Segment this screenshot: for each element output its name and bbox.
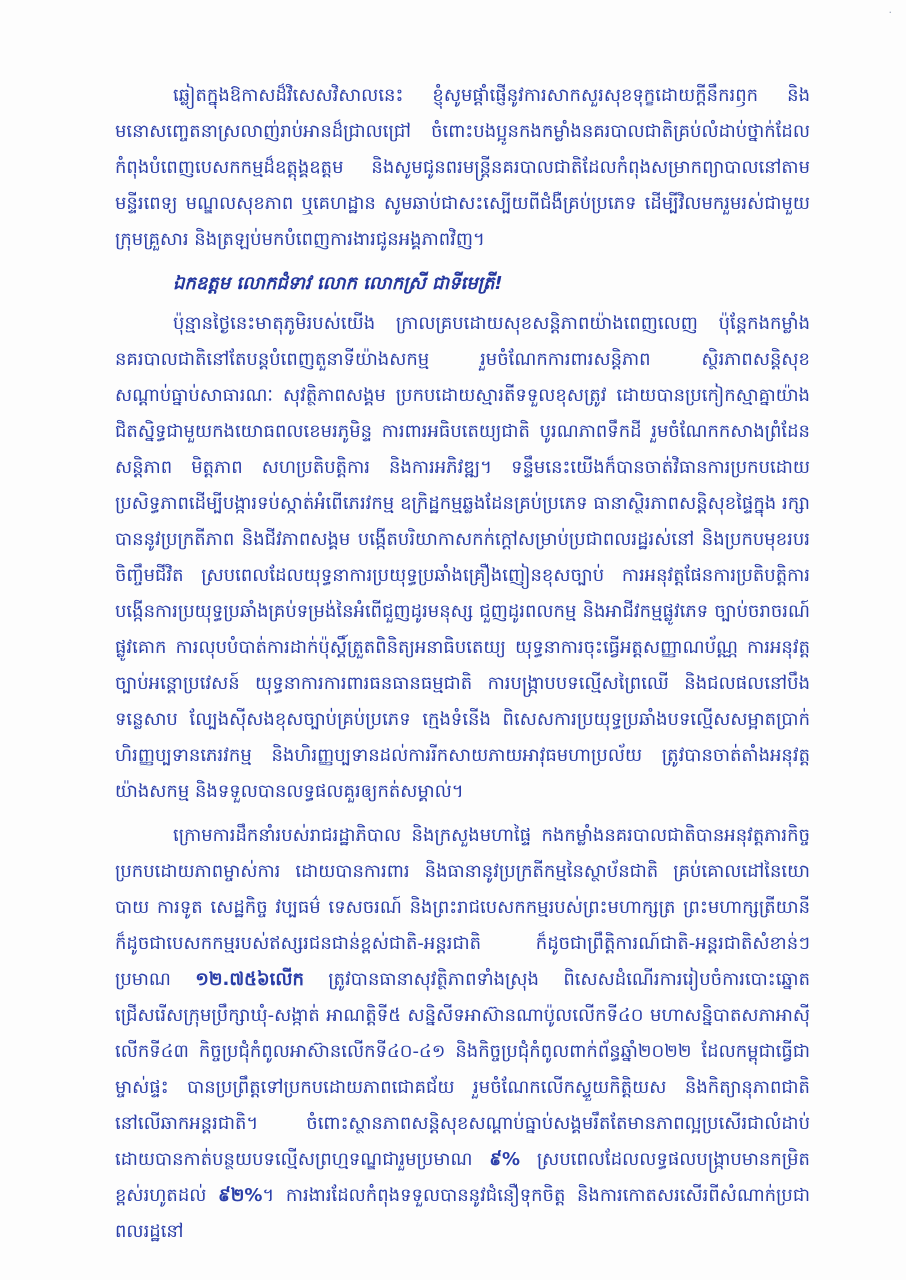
paragraph-3-text-1: ក្រោមការដឹកនាំរបស់រាជរដ្ឋាភិបាល និងក្រសួងមហាផ្ទៃ កងកម្លាំងនគរបាលជាតិបានអនុវត្តភារកិច្ចប្រកបដោយភាពម្ចាស់ការ ដោយបានការពារ និងធានានូវប្រក្រតីកម្មនៃស្ថាប័នជាតិ គ្រប់គោលដៅនៃយោបាយ ការទូត សេដ្ឋកិច្ច វប្បធម៌ ទេសចរណ៍ និងព្រះរាជបេសកកម្មរបស់ព្រះមហាក្សត្រ ព្រះមហាក្សត្រីយានី ក៏ដូចជាបេសកកម្មរបស់ឥស្សរជនជាន់ខ្ពស់ជាតិ-អន្តរជាតិ ក៏ដូចជាព្រឹត្តិការណ៍ជាតិ-អន្តរជាតិសំខាន់ៗប្រមាណ bbox=[115, 825, 810, 990]
corner-mark: · bbox=[888, 6, 892, 19]
paragraph-3-text-4: ។ ការងារដែលកំពុងទទួលបាននូវជំនឿទុកចិត្ត និងការកោតសរសើរពីសំណាក់ប្រជាពលរដ្ឋនៅ bbox=[115, 1185, 810, 1242]
salutation-line: ឯកឧត្តម លោកជំទាវ លោក លោកស្រី ជាទីមេត្រី! bbox=[173, 273, 503, 294]
document-body bbox=[115, 78, 810, 1258]
crime-reduction-percent: ៩% bbox=[489, 1149, 521, 1170]
paragraph-greeting: ឆ្លៀតក្នុងឱកាសដ៏វិសេសវិសាលនេះ ខ្ញុំសូមផ្ដាំផ្ញើនូវការសាកសួរសុខទុក្ខដោយក្ដីនឹករឭក និងមនោសញ្ចេតនាស្រលាញ់រាប់អានដ៏ជ្រាលជ្រៅ ចំពោះបងប្អូនកងកម្លាំងនគរបាលជាតិគ្រប់លំដាប់ថ្នាក់ដែលកំពុងបំពេញបេសកកម្មដ៏ឧត្តុង្គឧត្តម និងសូមជូនពរមន្ត្រីនគរបាលជាតិដែលកំពុងសម្រាកព្យាបាលនៅតាមមន្ទីរពេទ្យ មណ្ឌលសុខភាព ឬគេហដ្ឋាន សូមឆាប់ជាសះស្បើយពីជំងឺគ្រប់ប្រភេទ ដើម្បីវិលមករួមរស់ជាមួយក្រុមគ្រួសារ និងត្រឡប់មកបំពេញការងារជូនអង្គភាពវិញ។ bbox=[115, 85, 810, 250]
paragraph-3-text-2: ត្រូវបានធានាសុវត្ថិភាពទាំងស្រុង ពិសេសដំណើរការរៀបចំការបោះឆ្នោតជ្រើសរើសក្រុមប្រឹក្សាឃុំ-សង្កាត់ អាណត្តិទី៥ សន្និសីទអាស៊ានណាប៉ូលលើកទី៤០ មហាសន្និបាតសភាអាស៊ីលើកទី៤៣ កិច្ចប្រជុំកំពូលអាស៊ានលើកទី៤០-៤១ និងកិច្ចប្រជុំកំពូលពាក់ព័ន្ធឆ្នាំ២០២២ ដែលកម្ពុជាធ្វើជាម្ចាស់ផ្ទះ បានប្រព្រឹត្តទៅប្រកបដោយភាពជោគជ័យ រួមចំណែកលើកស្ទួយកិត្តិយស និងកិត្យានុភាពជាតិនៅលើឆាកអន្តរជាតិ។ ចំពោះស្ថានភាពសន្តិសុខសណ្តាប់ធ្នាប់សង្គមរឹតតែមានភាពល្អប្រសើរជាលំដាប់ ដោយបានកាត់បន្ថយបទល្មើសព្រហ្មទណ្ឌជារួមប្រមាណ bbox=[115, 969, 810, 1170]
paragraph-leadership-results bbox=[115, 818, 810, 1250]
paragraph-security-situation: ប៉ុន្មានថ្ងៃនេះមាតុភូមិរបស់យើង ក្រាលគ្របដោយសុខសន្តិភាពយ៉ាងពេញលេញ ប៉ុន្តែកងកម្លាំងនគរបាលជាតិនៅតែបន្តបំពេញតួនាទីយ៉ាងសកម្ម រួមចំណែកការពារសន្តិភាព ស្ថិរភាពសន្តិសុខ សណ្តាប់ធ្នាប់សាធារណៈ សុវត្ថិភាពសង្គម ប្រកបដោយស្មារតីទទួលខុសត្រូវ ដោយបានប្រកៀកស្មាគ្នាយ៉ាងជិតស្និទ្ធជាមួយកងយោធពលខេមរភូមិន្ទ ការពារអធិបតេយ្យជាតិ បូរណភាពទឹកដី រួមចំណែកកសាងព្រំដែនសន្តិភាព មិត្តភាព សហប្រតិបត្តិការ និងការអភិវឌ្ឍ។ ទន្ទឹមនេះយើងក៏បានចាត់វិធានការប្រកបដោយប្រសិទ្ធភាពដើម្បីបង្ការទប់ស្កាត់អំពើភេរវកម្ម ឧក្រិដ្ឋកម្មឆ្លងដែនគ្រប់ប្រភេទ ធានាស្ថិរភាពសន្តិសុខផ្ទៃក្នុង រក្សាបាននូវប្រក្រតីភាព និងជីវភាពសង្គម បង្កើតបរិយាកាសកក់ក្ដៅសម្រាប់ប្រជាពលរដ្ឋរស់នៅ និងប្រកបមុខរបរចិញ្ចឹមជីវិត ស្របពេលដែលយុទ្ធនាការប្រយុទ្ធប្រឆាំងគ្រឿងញៀនខុសច្បាប់ ការអនុវត្តផែនការប្រតិបត្តិការបង្កើនការប្រយុទ្ធប្រឆាំងគ្រប់ទម្រង់នៃអំពើជួញដូរមនុស្ស ជួញដូរពលកម្ម និងអាជីវកម្មផ្លូវភេទ ច្បាប់ចរាចរណ៍ផ្លូវគោក ការលុបបំបាត់ការដាក់ប៉ុស្តិ៍ត្រួតពិនិត្យអនាធិបតេយ្យ យុទ្ធនាការចុះធ្វើអត្តសញ្ញាណប័ណ្ណ ការអនុវត្តច្បាប់អន្តោប្រវេសន៍ យុទ្ធនាការការពារធនធានធម្មជាតិ ការបង្ក្រាបបទល្មើសព្រៃឈើ និងជលផលនៅបឹងទន្លេសាប ល្បែងស៊ីសងខុសច្បាប់គ្រប់ប្រភេទ ក្មេងទំនើង ពិសេសការប្រយុទ្ធប្រឆាំងបទល្មើសសម្អាតប្រាក់ ហិរញ្ញប្បទានភេរវកម្ម និងហិរញ្ញប្បទានដល់ការរីកសាយភាយអាវុធមហាប្រល័យ ត្រូវបានចាត់តាំងអនុវត្តយ៉ាងសកម្ម និងទទួលបានលទ្ធផលគួរឲ្យកត់សម្គាល់។ bbox=[115, 313, 810, 802]
suppression-rate-percent: ៩២% bbox=[217, 1185, 263, 1206]
paragraph-3-text-3: ស្របពេលដែលលទ្ធផលបង្ក្រាបមានកម្រិតខ្ពស់រហូតដល់ bbox=[115, 1149, 810, 1206]
event-count: ១២.៧៥៦លើក bbox=[195, 969, 304, 990]
